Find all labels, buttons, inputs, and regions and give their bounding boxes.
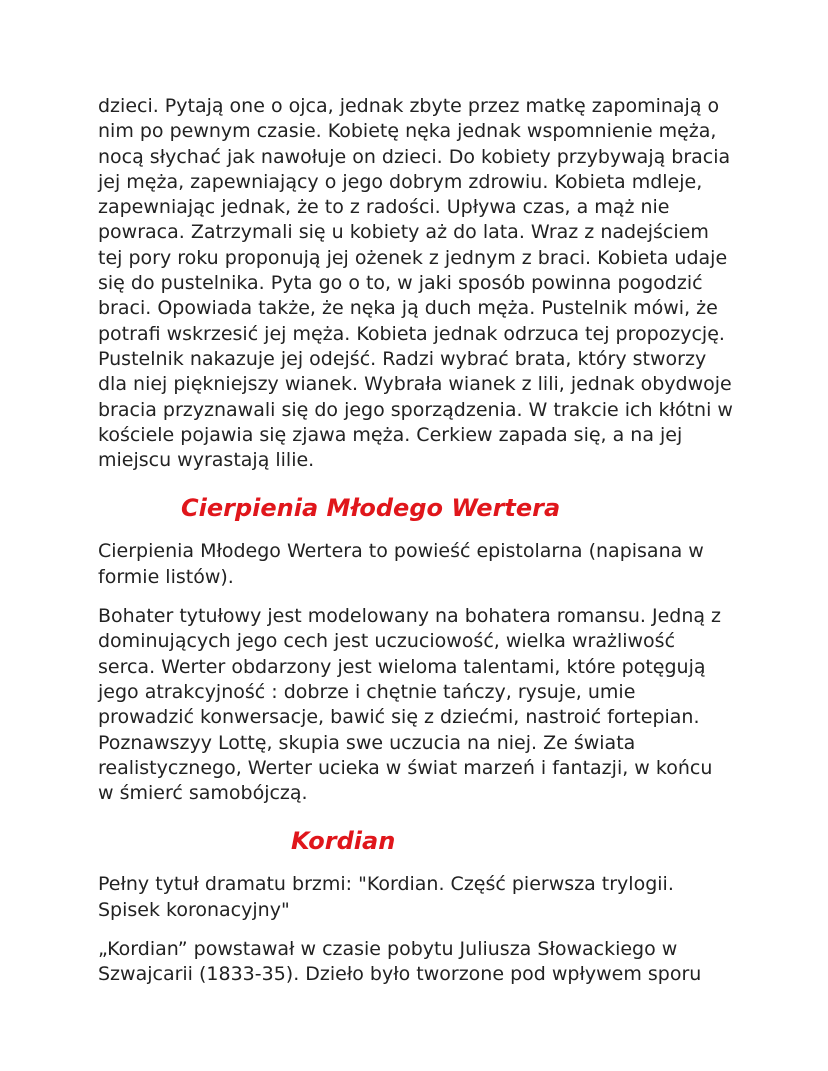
text-line: dla niej piękniejszy wianek. Wybrała wianek z lili, jednak obydwoje: [98, 373, 732, 396]
paragraph-intro: [98, 94, 748, 473]
text-line: jego atrakcyjność : dobrze i chętnie tańczy, rysuje, umie: [98, 680, 636, 703]
text-line: prowadzić konwersacje, bawić się z dziećmi, nastroić fortepian.: [98, 706, 700, 729]
text-line: tej pory roku proponują jej ożenek z jednym z braci. Kobieta udaje: [98, 246, 728, 269]
document-content: [98, 94, 748, 1002]
text-line: zapewniając jednak, że to z radości. Upływa czas, a mąż nie: [98, 196, 670, 219]
paragraph-werter-intro: [98, 539, 748, 590]
text-line: braci. Opowiada także, że nęka ją duch męża. Pustelnik mówi, że: [98, 297, 718, 320]
text-line: realistycznego, Werter ucieka w świat marzeń i fantazji, w końcu: [98, 756, 713, 779]
text-line: dzieci. Pytają one o ojca, jednak zbyte przez matkę zapominają o: [98, 95, 720, 117]
text-line: potrafi wskrzesić jej męża. Kobieta jednak odrzuca tej propozycję.: [98, 322, 725, 345]
text-line: dominujących jego cech jest uczuciowość, wielka wrażliwość: [98, 630, 676, 653]
text-line: „Kordian” powstawał w czasie pobytu Juliusza Słowackiego w: [98, 938, 678, 961]
text-line: jej męża, zapewniający o jego dobrym zdrowiu. Kobieta mdleje,: [98, 170, 703, 193]
text-line: Bohater tytułowy jest modelowany na bohatera romansu. Jedną z: [98, 605, 722, 628]
text-line: powraca. Zatrzymali się u kobiety aż do lata. Wraz z nadejściem: [98, 221, 709, 244]
text-line: Poznawszyy Lottę, skupia swe uczucia na niej. Ze świata: [98, 731, 636, 754]
text-line: Cierpienia Młodego Wertera to powieść epistolarna (napisana w: [98, 540, 704, 563]
heading-kordian: Kordian: [291, 827, 396, 856]
text-line: formie listów).: [98, 565, 234, 588]
text-line: bracia przyznawali się do jego sporządzenia. W trakcie ich kłótni w: [98, 398, 733, 421]
text-line: Pustelnik nakazuje jej odejść. Radzi wybrać brata, który stworzy: [98, 347, 707, 370]
heading-werter: Cierpienia Młodego Wertera: [181, 494, 561, 523]
text-line: się do pustelnika. Pyta go o to, w jaki sposób powinna pogodzić: [98, 272, 703, 295]
text-line: kościele pojawia się zjawa męża. Cerkiew zapada się, a na jej: [98, 423, 683, 446]
text-line: miejscu wyrastają lilie.: [98, 449, 315, 472]
text-line: nocą słychać jak nawołuje on dzieci. Do kobiety przybywają bracia: [98, 145, 731, 168]
text-line: nim po pewnym czasie. Kobietę nęka jednak wspomnienie męża,: [98, 120, 717, 143]
paragraph-werter-hero: [98, 604, 748, 806]
text-line: serca. Werter obdarzony jest wieloma talentami, które potęgują: [98, 655, 706, 678]
text-line: Pełny tytuł dramatu brzmi: "Kordian. Część pierwsza trylogii.: [98, 873, 674, 896]
paragraph-kordian-origin: [98, 937, 748, 988]
text-line: Spisek koronacyjny": [98, 898, 290, 921]
text-line: w śmierć samobójczą.: [98, 782, 308, 805]
text-line: Szwajcarii (1833-35). Dzieło było tworzone pod wpływem sporu: [98, 963, 702, 986]
paragraph-kordian-title: [98, 872, 748, 923]
